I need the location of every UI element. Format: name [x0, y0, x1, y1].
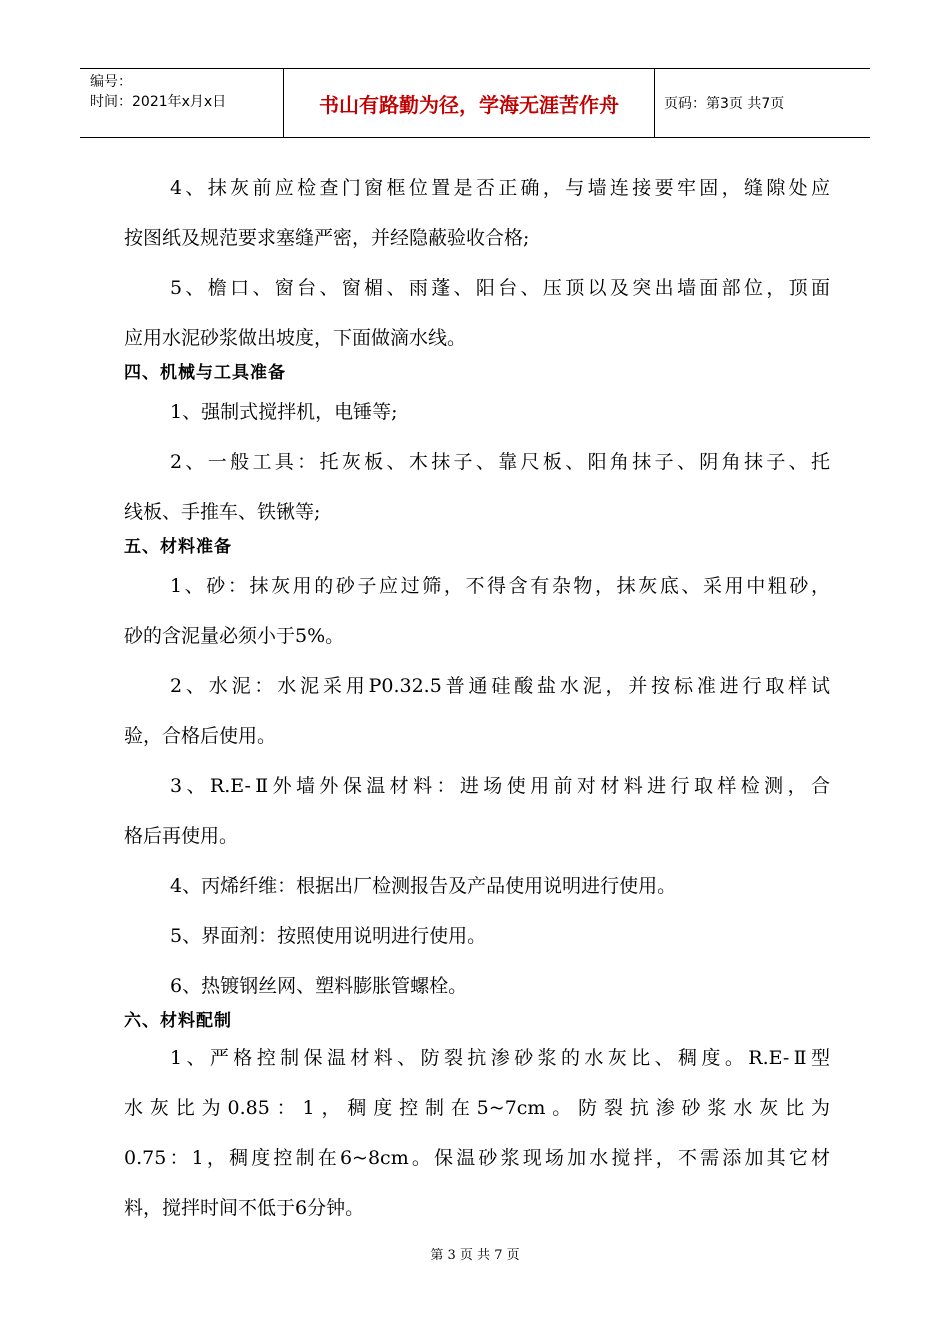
- paragraph-line: 按图纸及规范要求塞缝严密，并经隐蔽验收合格;: [124, 227, 530, 249]
- paragraph-line: 5、檐口、窗台、窗楣、雨蓬、阳台、压顶以及突出墙面部位，顶面: [170, 277, 830, 299]
- page-header: [80, 68, 870, 138]
- paragraph-line: 水灰比为0.85：1，稠度控制在5~7cm。防裂抗渗砂浆水灰比为: [124, 1097, 830, 1119]
- paragraph-line: 1、强制式搅拌机，电锤等;: [170, 401, 398, 423]
- header-meta: [80, 69, 283, 137]
- header-page-info: 页码：第3页 共7页: [664, 96, 785, 112]
- paragraph-line: 格后再使用。: [124, 825, 239, 847]
- section-heading: 四、机械与工具准备: [124, 363, 286, 383]
- paragraph-line: 4、丙烯纤维：根据出厂检测报告及产品使用说明进行使用。: [170, 875, 677, 897]
- paragraph-line: 1、严格控制保温材料、防裂抗渗砂浆的水灰比、稠度。R.E-Ⅱ型: [170, 1047, 830, 1069]
- paragraph-line: 2、水泥：水泥采用P0.32.5普通硅酸盐水泥，并按标准进行取样试: [170, 675, 830, 697]
- paragraph-line: 料，搅拌时间不低于6分钟。: [124, 1197, 365, 1219]
- date-label: 时间：2021年x月x日: [90, 94, 227, 110]
- paragraph-line: 2、一般工具：托灰板、木抹子、靠尺板、阳角抹子、阴角抹子、托: [170, 451, 830, 473]
- number-label: 编号：: [90, 74, 132, 90]
- paragraph-line: 验，合格后使用。: [124, 725, 277, 747]
- paragraph-line: 3、R.E-Ⅱ外墙外保温材料：进场使用前对材料进行取样检测，合: [170, 775, 830, 797]
- paragraph-line: 1、砂：抹灰用的砂子应过筛，不得含有杂物，抹灰底、采用中粗砂，: [170, 575, 830, 597]
- paragraph-line: 4、抹灰前应检查门窗框位置是否正确，与墙连接要牢固，缝隙处应: [170, 177, 830, 199]
- paragraph-line: 应用水泥砂浆做出坡度，下面做滴水线。: [124, 327, 467, 349]
- paragraph-line: 5、界面剂：按照使用说明进行使用。: [170, 925, 487, 947]
- header-motto: 书山有路勤为径，学海无涯苦作舟: [283, 69, 655, 137]
- section-heading: 六、材料配制: [124, 1011, 232, 1031]
- paragraph-line: 6、热镀钢丝网、塑料膨胀管螺栓。: [170, 975, 468, 997]
- paragraph-line: 线板、手推车、铁锹等;: [124, 501, 321, 523]
- section-heading: 五、材料准备: [124, 537, 232, 557]
- page-footer: 第 3 页 共 7 页: [430, 1248, 520, 1263]
- paragraph-line: 0.75：1，稠度控制在6~8cm。保温砂浆现场加水搅拌，不需添加其它材: [124, 1147, 830, 1169]
- paragraph-line: 砂的含泥量必须小于5%。: [124, 625, 345, 647]
